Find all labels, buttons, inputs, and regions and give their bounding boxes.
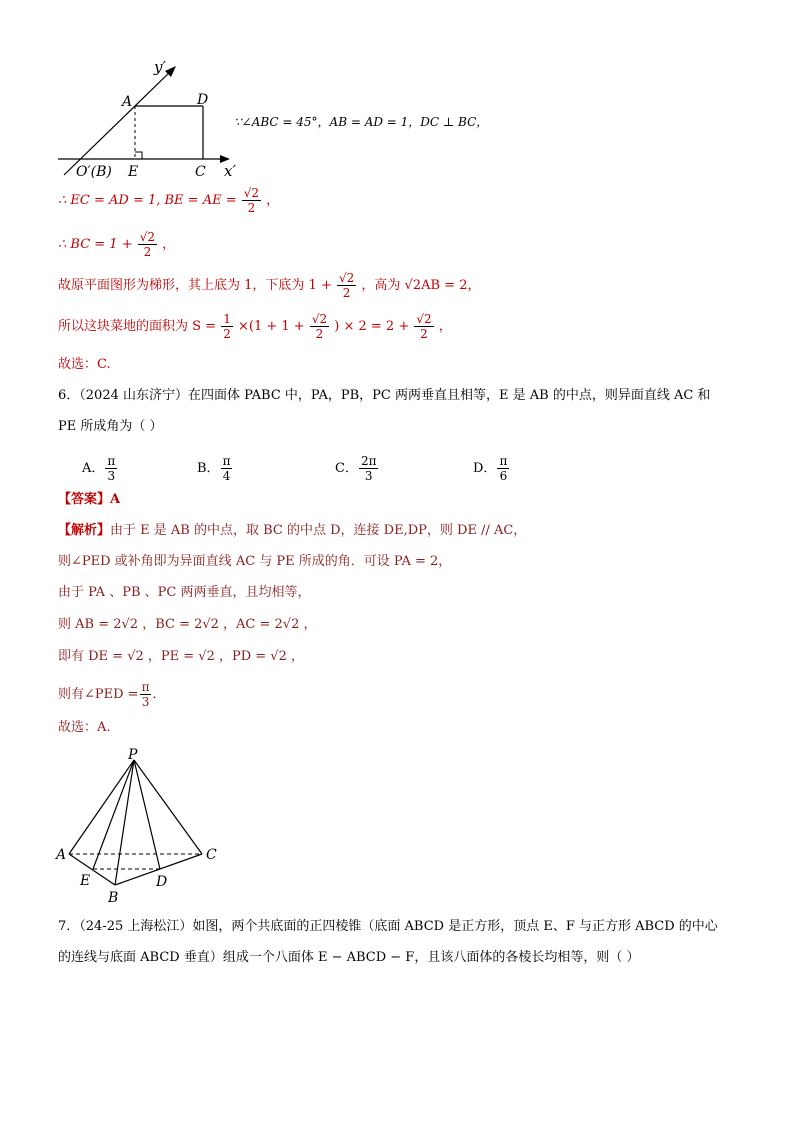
label-A: A [122, 94, 133, 110]
q6-analysis-5: 即有 DE = √2 ，PE = √2 ，PD = √2 ， [58, 649, 304, 664]
q6-answer: 【答案】A [58, 492, 121, 507]
trapezoid-fraction: $\frac{√2}{2}$ [338, 271, 355, 300]
label-E: E [128, 164, 139, 180]
label-D2: D [156, 874, 168, 890]
area-line: 所以这块菜地的面积为 S = $\frac{1}{2}$ ×(1 + 1 + $\frac{√2}{2}$ ) × 2 = 2 + $\frac{√2}{2}$ ， [58, 312, 452, 341]
bc-fraction: $\frac{√2}{2}$ [139, 230, 156, 259]
q6-option-d: D． $\frac{\pi}{6}$ [473, 454, 508, 483]
q6-analysis-6: 则有∠PED = $\frac{\pi}{3}$ ． [58, 680, 166, 709]
label-O-B: O′(B) [76, 164, 112, 180]
q7-stem-line1: 7．（24-25 上海松江）如图，两个共底面的正四棱锥（底面 ABCD 是正方形，顶点 E、F 与正方形 ABCD 的中心 [58, 919, 718, 934]
q7-stem-line2: 的连线与底面 ABCD 垂直）组成一个八面体 E − ABCD − F，且该八面体的各棱长均相等，则（ ） [58, 950, 640, 965]
label-B2: B [108, 890, 119, 905]
q6-analysis-3: 由于 PA 、PB 、PC 两两垂直，且均相等， [58, 585, 311, 600]
because-line: ∵∠ABC = 45°，AB = AD = 1，DC ⊥ BC， [234, 115, 489, 129]
label-E2: E [80, 873, 91, 889]
bc-line: ∴ BC = 1 + $\frac{√2}{2}$ ， [58, 230, 176, 259]
label-C2: C [206, 847, 217, 863]
oblique-figure [52, 60, 242, 185]
q6-stem-line2: PE 所成角为（ ） [58, 419, 163, 434]
ec-fraction: $\frac{√2}{2}$ [243, 186, 260, 215]
q6-option-b: B． $\frac{\pi}{4}$ [197, 454, 231, 483]
trapezoid-line: 故原平面图形为梯形，其上底为 1，下底为 1 + $\frac{√2}{2}$ ，高为 √2AB = 2， [58, 271, 481, 300]
ec-line: ∴ EC = AD = 1, BE = AE = $\frac{√2}{2}$ ， [58, 186, 280, 215]
label-P: P [128, 747, 138, 763]
label-x-axis: x′ [224, 162, 236, 180]
q6-option-c: C． $\frac{2\pi}{3}$ [335, 454, 377, 483]
q6-option-a: A． $\frac{\pi}{3}$ [82, 454, 116, 483]
q6-analysis-1: 【解析】由于 E 是 AB 的中点，取 BC 的中点 D，连接 DE,DP，则 DE // AC， [58, 523, 527, 538]
choose-c: 故选：C. [58, 357, 111, 372]
label-y-axis: y′ [154, 60, 166, 76]
q6-choose: 故选：A. [58, 720, 111, 735]
label-D: D [197, 92, 209, 108]
q6-analysis-2: 则∠PED 或补角即为异面直线 AC 与 PE 所成的角．可设 PA = 2， [58, 554, 452, 569]
label-A2: A [56, 847, 67, 863]
tetrahedron-figure [52, 745, 232, 905]
q6-stem-line1: 6．（2024 山东济宁）在四面体 PABC 中，PA，PB，PC 两两垂直且相等，E 是 AB 的中点，则异面直线 AC 和 [58, 388, 711, 403]
label-C: C [195, 164, 206, 180]
q6-analysis-4: 则 AB = 2√2 ，BC = 2√2 ，AC = 2√2 ， [58, 617, 317, 632]
